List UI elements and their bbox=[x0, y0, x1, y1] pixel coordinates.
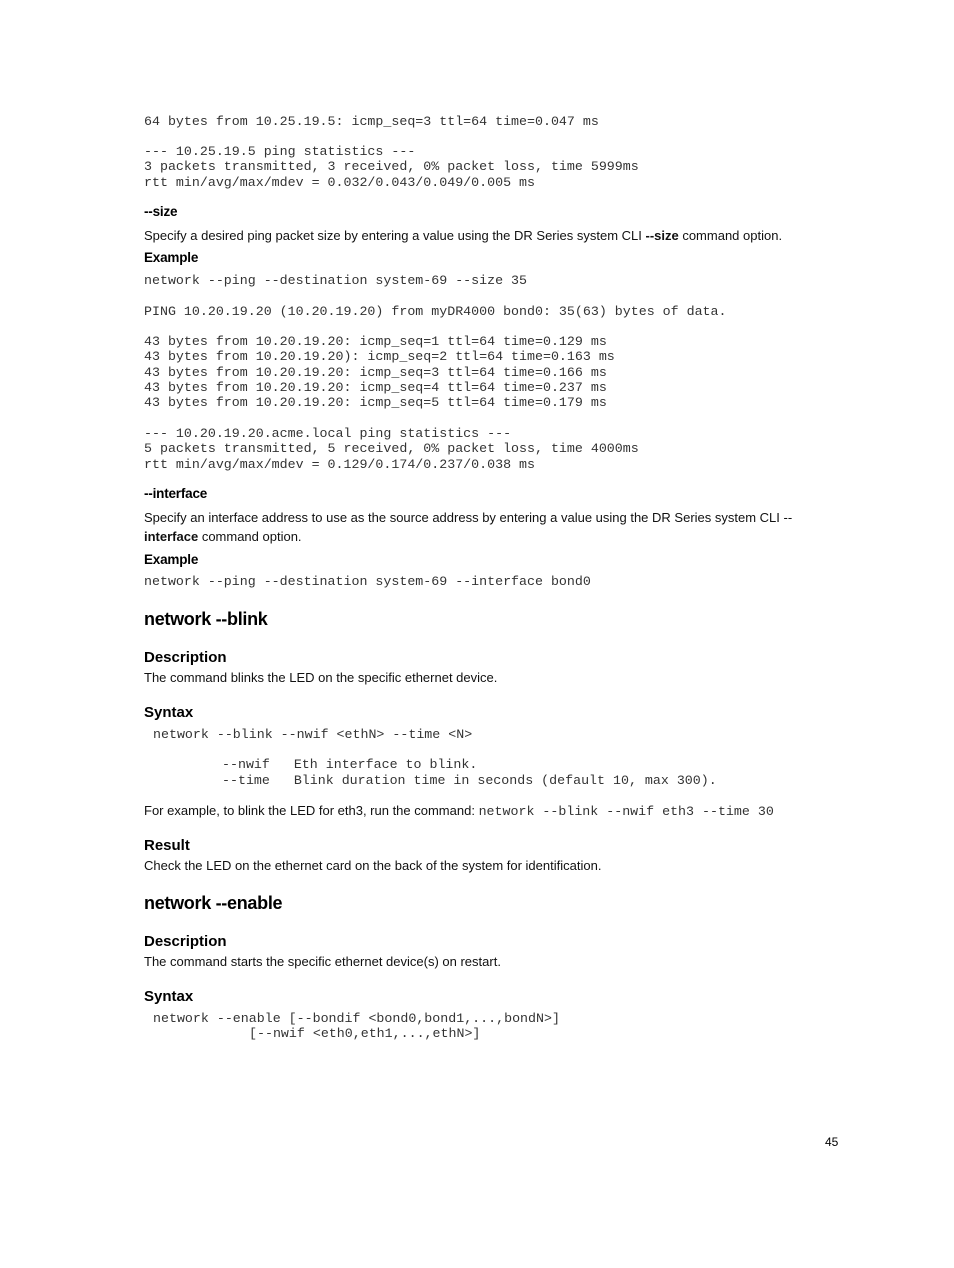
enable-syntax-line: network --enable [--bondif <bond0,bond1,...,bondN>] bbox=[153, 1011, 560, 1026]
blink-syntax-command: network --blink --nwif <ethN> --time <N> bbox=[153, 727, 473, 742]
ping-reply-line: 43 bytes from 10.20.19.20: icmp_seq=5 ttl=64 time=0.179 ms bbox=[144, 395, 607, 410]
ping-statistics-line: rtt min/avg/max/mdev = 0.129/0.174/0.237/0.038 ms bbox=[144, 457, 535, 472]
blink-description: The command blinks the LED on the specific ethernet device. bbox=[144, 670, 498, 685]
blink-section-title: network --blink bbox=[144, 609, 268, 629]
size-option-heading: --size bbox=[144, 204, 178, 219]
enable-syntax-heading: Syntax bbox=[144, 988, 194, 1005]
blink-result: Check the LED on the ethernet card on the back of the system for identification. bbox=[144, 858, 602, 873]
blink-option-line: --time Blink duration time in seconds (default 10, max 300). bbox=[222, 773, 717, 788]
ping-statistics-line: 3 packets transmitted, 3 received, 0% packet loss, time 5999ms bbox=[144, 159, 639, 174]
interface-example-heading: Example bbox=[144, 552, 199, 567]
size-option-description: Specify a desired ping packet size by entering a value using the DR Series system CLI --size command option. bbox=[144, 228, 783, 243]
blink-example-command: network --blink --nwif eth3 --time 30 bbox=[478, 804, 774, 819]
size-example-command: network --ping --destination system-69 --size 35 bbox=[144, 273, 528, 288]
blink-example-sentence: For example, to blink the LED for eth3, run the command: network --blink --nwif eth3 --time 30 bbox=[144, 803, 774, 819]
blink-description-heading: Description bbox=[144, 649, 227, 666]
size-example-heading: Example bbox=[144, 250, 199, 265]
ping-reply-line: 43 bytes from 10.20.19.20: icmp_seq=3 ttl=64 time=0.166 ms bbox=[144, 365, 607, 380]
ping-statistics-line: rtt min/avg/max/mdev = 0.032/0.043/0.049/0.005 ms bbox=[144, 175, 535, 190]
ping-reply-line: 43 bytes from 10.20.19.20): icmp_seq=2 ttl=64 time=0.163 ms bbox=[144, 349, 615, 364]
ping-reply-line: 64 bytes from 10.25.19.5: icmp_seq=3 ttl=64 time=0.047 ms bbox=[144, 114, 599, 129]
ping-statistics-line: --- 10.25.19.5 ping statistics --- bbox=[144, 144, 416, 159]
enable-description-heading: Description bbox=[144, 933, 227, 950]
ping-statistics-line: --- 10.20.19.20.acme.local ping statistics --- bbox=[144, 426, 512, 441]
enable-section-title: network --enable bbox=[144, 893, 283, 913]
blink-result-heading: Result bbox=[144, 837, 190, 854]
ping-reply-line: 43 bytes from 10.20.19.20: icmp_seq=1 ttl=64 time=0.129 ms bbox=[144, 334, 607, 349]
interface-option-heading: --interface bbox=[144, 486, 208, 501]
page-number: 45 bbox=[825, 1135, 839, 1149]
ping-reply-line: 43 bytes from 10.20.19.20: icmp_seq=4 ttl=64 time=0.237 ms bbox=[144, 380, 607, 395]
blink-syntax-heading: Syntax bbox=[144, 704, 194, 721]
interface-example-command: network --ping --destination system-69 --interface bond0 bbox=[144, 574, 591, 589]
ping-statistics-line: 5 packets transmitted, 5 received, 0% packet loss, time 4000ms bbox=[144, 441, 639, 456]
ping-header-line: PING 10.20.19.20 (10.20.19.20) from myDR4000 bond0: 35(63) bytes of data. bbox=[144, 304, 727, 319]
enable-description: The command starts the specific ethernet device(s) on restart. bbox=[144, 954, 501, 969]
interface-option-description-line1: Specify an interface address to use as the source address by entering a value using the DR Series system CLI -- bbox=[144, 510, 793, 525]
interface-option-description-line2: interface command option. bbox=[144, 529, 302, 544]
blink-option-line: --nwif Eth interface to blink. bbox=[222, 757, 478, 772]
enable-syntax-line: [--nwif <eth0,eth1,...,ethN>] bbox=[249, 1026, 481, 1041]
